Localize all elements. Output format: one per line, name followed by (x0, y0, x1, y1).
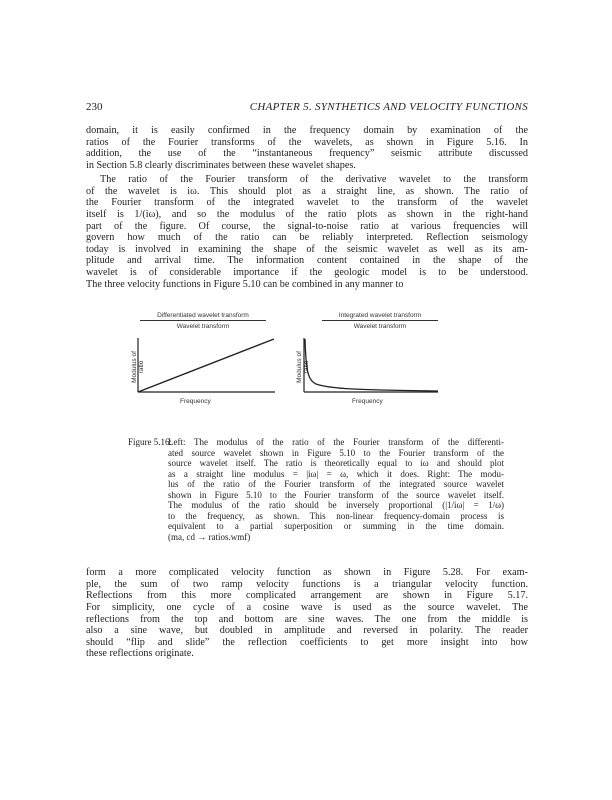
figure-plots (120, 310, 500, 410)
right-y-axis-label: Modulus of ratio (296, 351, 310, 383)
left-x-axis-label: Frequency (180, 398, 211, 405)
text-line: today is involved in examining the shape of the seismic wavelet as well as its am- (86, 243, 528, 255)
figure-5-16 (120, 310, 500, 410)
left-linear-curve (138, 339, 274, 392)
text-line: ple, the sum of two ramp velocity functions is a triangular velocity function. (86, 578, 528, 590)
text-line: govern how much of the ratio can be reliably interpreted. Reflection seismology (86, 232, 528, 244)
right-title-numerator: Integrated wavelet transform (322, 312, 438, 321)
right-x-axis-label: Frequency (352, 398, 383, 405)
text-line: Left: The modulus of the ratio of the Fourier transform of the differenti- (168, 437, 504, 447)
text-line: source wavelet itself. The ratio is theoretically equal to iω and should plot (168, 458, 504, 468)
text-line: Reflections from this more complicated arrangement are shown in Figure 5.17. (86, 590, 528, 602)
right-axes (304, 338, 438, 392)
text-line: in Section 5.8 clearly discriminates between these wavelet shapes. (86, 159, 356, 171)
text-line: the Fourier transform of the integrated wavelet to the transform of the wavelet (86, 197, 528, 209)
page-number: 230 (86, 101, 103, 113)
text-line: plitude and arrival time. The information content contained in the shape of the (86, 255, 528, 267)
text-line: to the frequency, as shown. This non-linear frequency-domain process is (168, 510, 504, 521)
text-line: shown in Figure 5.10 to the Fourier transform of the source wavelet itself. (168, 489, 504, 500)
text-line: For simplicity, one cycle of a cosine wave is used as the source wavelet. The (86, 601, 528, 613)
text-line: (ma, cd → ratios.wmf) (168, 531, 251, 542)
text-line: domain, it is easily confirmed in the frequency domain by examination of the (86, 125, 528, 136)
text-line: equivalent to a partial superposition or summing in the time domain. (168, 521, 504, 531)
text-line: should “flip and slide” the reflection coefficients to get more insight into how (86, 636, 528, 648)
text-line: itself is 1/(iω), and so the modulus of the ratio plots as shown in the right-hand (86, 208, 528, 220)
paragraph-3 (86, 567, 528, 660)
right-inverse-curve (305, 339, 438, 391)
text-line: of the wavelet is iω. This should plot as a straight line, as shown. The ratio of (86, 185, 528, 197)
paragraph-1 (86, 125, 528, 172)
caption-text (168, 437, 504, 542)
text-line: ated source wavelet shown in Figure 5.10 to the Fourier transform of the (168, 447, 504, 458)
text-line: ratios of the Fourier transforms of the wavelets, as shown in Figure 5.16. In (86, 136, 528, 148)
right-title-denominator: Wavelet transform (353, 323, 407, 330)
text-line: The ratio of the Fourier transform of the derivative wavelet to the transform (100, 174, 528, 185)
text-line: part of the figure. Of course, the signal-to-noise ratio at various frequencies will (86, 220, 528, 232)
left-y-axis-label: Modulus of ratio (131, 351, 145, 383)
text-line: addition, the use of the “instantaneous frequency” seismic attribute discussed (86, 148, 528, 160)
left-title-denominator: Wavelet transform (176, 323, 230, 330)
paragraph-2 (86, 174, 528, 290)
text-line: The modulus of the ratio should be inversely proportional (|1/iω| = 1/ω) (168, 500, 504, 510)
left-title-numerator: Differentiated wavelet transform (140, 312, 266, 321)
text-line: wavelet is of considerable importance if the geologic model is to be understood. (86, 267, 528, 279)
text-line: as a straight line modulus = |iω| = ω, which it does. Right: The modu- (168, 468, 504, 479)
text-line: also a sine wave, but doubled in amplitude and reversed in polarity. The reader (86, 625, 528, 637)
text-line: form a more complicated velocity function as shown in Figure 5.28. For exam- (86, 567, 528, 578)
text-line: The three velocity functions in Figure 5.10 can be combined in any manner to (86, 278, 404, 290)
text-line: these reflections originate. (86, 648, 194, 660)
text-line: lus of the ratio of the Fourier transform of the integrated source wavelet (168, 479, 504, 489)
caption-label: Figure 5.16: (128, 437, 172, 447)
text-line: reflections from the top and bottom are sine waves. The one from the middle is (86, 613, 528, 625)
chapter-title: CHAPTER 5. SYNTHETICS AND VELOCITY FUNCTIONS (249, 101, 528, 113)
